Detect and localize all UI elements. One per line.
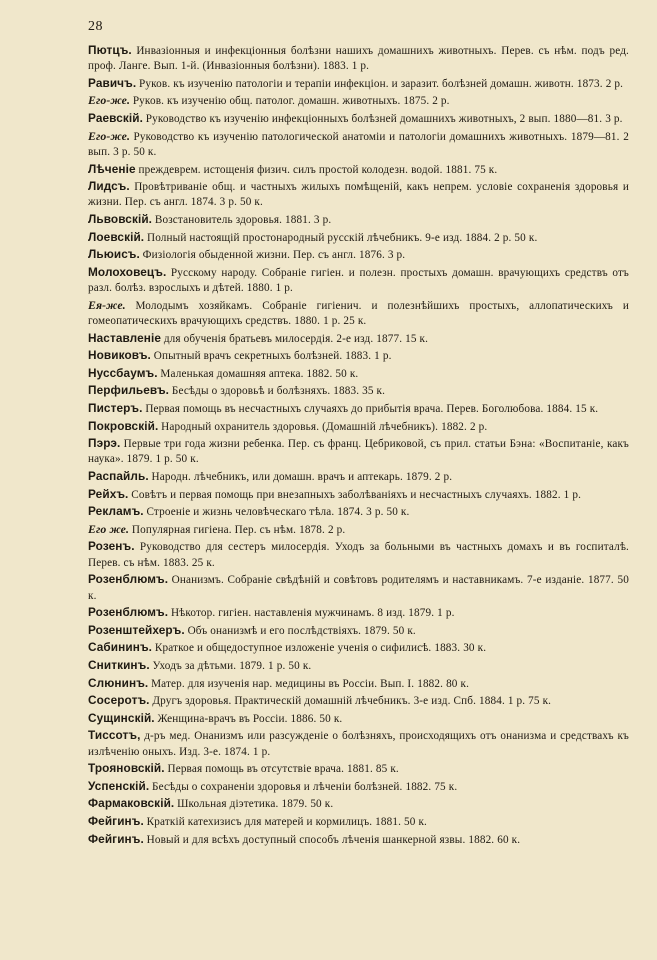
catalog-entry xyxy=(88,469,629,485)
entry-text: Возстановитель здоровья. 1881. 3 р. xyxy=(154,214,332,227)
entry-text: Русскому народу. Собраніе гигіен. и полезн. простыхъ домашн. врачующихъ средствъ отъ разл. болѣз. взрослыхъ и дѣтей. 1880. 1 р. xyxy=(88,266,629,295)
entry-text: Бесѣды о здоровьѣ и болѣзняхъ. 1883. 35 к. xyxy=(171,385,386,398)
entry-author: Слюнинъ. xyxy=(88,675,149,690)
entry-author: Лѣченіе xyxy=(88,161,136,176)
entry-author: Львовскій. xyxy=(88,212,153,227)
entry-author: Сущинскій. xyxy=(88,710,155,725)
entry-author: Новиковъ. xyxy=(88,348,151,363)
entry-text: Матер. для изученія нар. медицины въ Россіи. Вып. I. 1882. 80 к. xyxy=(151,677,470,690)
entry-text: Руков. къ изученію патологіи и терапіи инфекціон. и заразит. болѣзней домашн. животн. 1873. 2 р. xyxy=(139,77,624,90)
entry-text: д-ръ мед. Онанизмъ или разсужденіе о болѣзняхъ, происходящихъ отъ онанизма и средствахъ къ излѣченію оныхъ. Изд. 3-е. 1874. 1 р. xyxy=(88,730,629,758)
entry-text: Народн. лѣчебникъ, или домашн. врачъ и аптекарь. 1879. 2 р. xyxy=(151,471,453,484)
entry-author: Розенблюмъ. xyxy=(88,572,169,587)
entry-text: Опытный врачъ секретныхъ болѣзней. 1883. 1 р. xyxy=(153,350,392,363)
catalog-entry xyxy=(88,348,629,364)
catalog-entry xyxy=(88,366,629,382)
catalog-entry xyxy=(88,247,629,263)
catalog-entry xyxy=(88,539,629,571)
catalog-entry xyxy=(88,401,629,417)
catalog-entry xyxy=(88,331,629,347)
catalog-entry xyxy=(88,212,629,228)
entry-text: Руководство къ изученію патологической анатоміи и патологіи домашнихъ животныхъ. 1879—81. 2 вып. 3 р. 50 к. xyxy=(88,130,629,158)
entry-author: Молоховецъ. xyxy=(88,264,167,279)
entry-text: Нѣкотор. гигіен. наставленія мужчинамъ. 8 изд. 1879. 1 р. xyxy=(170,607,455,620)
catalog-entry xyxy=(88,419,629,435)
catalog-entry xyxy=(88,111,629,127)
entry-author: Льюисъ. xyxy=(88,247,140,262)
catalog-entry xyxy=(88,605,629,621)
entry-author: Раевскій. xyxy=(88,111,143,126)
entry-author: Тиссотъ, xyxy=(88,728,141,743)
entry-text: Другъ здоровья. Практическій домашній лѣчебникъ. 3-е изд. Спб. 1884. 1 р. 75 к. xyxy=(152,695,552,708)
entry-text: Провѣтриваніе общ. и частныхъ жилыхъ помѣщеній, какъ непрем. условіе сохраненія здоровья и жизни. Пер. съ англ. 1874. 3 р. 50 к. xyxy=(88,181,630,209)
entry-text: Маленькая домашняя аптека. 1882. 50 к. xyxy=(160,367,359,380)
entry-text: Бесѣды о сохраненіи здоровья и лѣченіи болѣзней. 1882. 75 к. xyxy=(152,780,458,793)
entry-text: Физіологія обыденной жизни. Пер. съ англ. 1876. 3 р. xyxy=(142,249,406,262)
entry-text: Уходъ за дѣтьми. 1879. 1 р. 50 к. xyxy=(152,660,312,672)
catalog-entry xyxy=(88,623,629,639)
catalog-entry xyxy=(88,796,629,812)
entry-author: Его-же. xyxy=(88,128,131,143)
entry-text: Онанизмъ. Собраніе свѣдѣній и совѣтовъ родителямъ и наставникамъ. 7-е изданіе. 1877. 50 к. xyxy=(88,574,629,602)
entry-author: Лидсъ. xyxy=(88,179,130,194)
entry-text: Первая помощь въ несчастныхъ случаяхъ до прибытія врача. Перев. Боголюбова. 1884. 15 к. xyxy=(145,402,599,415)
catalog-entry xyxy=(88,676,629,692)
catalog-entry xyxy=(88,179,629,211)
catalog-entry xyxy=(88,658,629,674)
entry-text: Краткое и общедоступное изложеніе ученія о сифилисѣ. 1883. 30 к. xyxy=(154,642,487,655)
entry-author: Его-же. xyxy=(88,93,131,108)
entry-author: Лоевскій. xyxy=(88,229,145,244)
catalog-entry xyxy=(88,814,629,830)
entry-text: Школьная діэтетика. 1879. 50 к. xyxy=(177,798,334,811)
entry-author: Распайль. xyxy=(88,469,149,484)
catalog-entry xyxy=(88,43,629,75)
entry-author: Покровскій. xyxy=(88,418,159,433)
entry-text: Популярная гигіена. Пер. съ нѣм. 1878. 2 р. xyxy=(131,523,346,536)
catalog-entry xyxy=(88,436,629,468)
entry-author: Равичъ. xyxy=(88,75,137,90)
entry-text: Руков. къ изученію общ. патолог. домашн. животныхъ. 1875. 2 р. xyxy=(132,95,450,108)
catalog-entry xyxy=(88,383,629,399)
catalog-entry xyxy=(88,298,629,330)
entry-text: Первые три года жизни ребенка. Пер. съ франц. Цебриковой, съ прил. статьи Бэна: «Воспитаніе, какъ наука». 1879. 1 р. 50 к. xyxy=(88,438,629,466)
entry-author: Успенскій. xyxy=(88,778,150,793)
page-number: 28 xyxy=(88,19,103,34)
catalog-entry xyxy=(88,504,629,520)
entry-text: Первая помощь въ отсутствіе врача. 1881. 85 к. xyxy=(167,763,399,776)
entry-text: Руководство къ изученію инфекціонныхъ болѣзней домашнихъ животныхъ, 2 вып. 1880—81. 3 р. xyxy=(145,113,623,126)
entry-text: Руководство для сестеръ милосердія. Уходъ за больными въ частныхъ домахъ и въ госпиталѣ. Перев. съ нѣм. 1883. 25 к. xyxy=(88,541,630,569)
entry-text: Новый и для всѣхъ доступный способъ лѣченія шанкерной язвы. 1882. 60 к. xyxy=(146,833,521,846)
catalog-entry xyxy=(88,572,629,604)
catalog-entry xyxy=(88,832,629,848)
entry-text: Объ онанизмѣ и его послѣдствіяхъ. 1879. 50 к. xyxy=(187,624,416,637)
catalog-entry xyxy=(88,711,629,727)
entry-author: Сабининъ. xyxy=(88,640,153,655)
entry-author: Рейхъ. xyxy=(88,486,129,501)
entry-author: Фейгинъ. xyxy=(88,814,144,829)
catalog-entry xyxy=(88,230,629,246)
entry-text: Полный настоящій простонародный русскій лѣчебникъ. 9-е изд. 1884. 2 р. 50 к. xyxy=(146,231,538,244)
entry-author: Наставленіе xyxy=(88,330,162,345)
catalog-entry xyxy=(88,93,629,109)
entry-author: Фармаковскій. xyxy=(88,796,175,811)
entry-text: для обученія братьевъ милосердія. 2-е изд. 1877. 15 к. xyxy=(163,332,429,345)
entry-text: Народный охранитель здоровья. (Домашній лѣчебникъ). 1882. 2 р. xyxy=(161,420,488,433)
entry-author: Розенштейхеръ. xyxy=(88,622,185,637)
catalog-entry xyxy=(88,76,629,92)
entry-author: Нуссбаумъ. xyxy=(88,365,158,380)
entry-author: Фейгинъ. xyxy=(88,831,144,846)
entry-author: Пютцъ. xyxy=(88,43,132,57)
catalog-entry xyxy=(88,728,629,760)
catalog-entry xyxy=(88,265,629,297)
entry-author: Пистеръ. xyxy=(88,400,143,415)
entry-author: Розенблюмъ. xyxy=(88,605,169,620)
entry-author: Пэрэ. xyxy=(88,436,121,451)
catalog-entries xyxy=(88,43,629,848)
entry-author: Перфильевъ. xyxy=(88,383,170,398)
entry-author: Сниткинъ. xyxy=(88,658,150,672)
entry-text: Краткій катехизисъ для матерей и кормилицъ. 1881. 50 к. xyxy=(146,816,427,829)
catalog-entry xyxy=(88,640,629,656)
entry-author: Его же. xyxy=(88,521,130,536)
entry-author: Соcеротъ. xyxy=(88,693,150,708)
entry-author: Розенъ. xyxy=(88,539,135,554)
entry-text: Инвазіонныя и инфекціонныя болѣзни нашихъ домашнихъ животныхъ. Перев. съ нѣм. подъ ред. проф. Ланге. Вып. 1-й. (Инвазіонныя болѣзни). 1883. 1 р. xyxy=(88,45,629,73)
entry-author: Трояновскій. xyxy=(88,761,165,776)
catalog-entry xyxy=(88,487,629,503)
catalog-entry xyxy=(88,761,629,777)
catalog-entry xyxy=(88,129,629,161)
entry-text: Строеніе и жизнь человѣческаго тѣла. 1874. 3 р. 50 к. xyxy=(146,506,410,519)
entry-text: Совѣтъ и первая помощь при внезапныхъ заболѣваніяхъ и несчастныхъ случаяхъ. 1882. 1 р. xyxy=(131,488,582,501)
entry-author: Ея-же. xyxy=(88,297,126,312)
catalog-entry xyxy=(88,522,629,538)
catalog-entry xyxy=(88,693,629,709)
catalog-entry xyxy=(88,779,629,795)
entry-text: Молодымъ хозяйкамъ. Собраніе гигіенич. и полезнѣйшихъ простыхъ, аллопатическихъ и гомеопатическихъ врачующихъ средствъ. 1880. 1 р. 25 к. xyxy=(88,299,629,328)
entry-text: преждеврем. истощенія физич. силъ простой колодезн. водой. 1881. 75 к. xyxy=(138,163,498,176)
entry-text: Женщина-врачъ въ Россіи. 1886. 50 к. xyxy=(157,712,343,725)
entry-author: Рекламъ. xyxy=(88,504,144,519)
catalog-entry xyxy=(88,162,629,178)
